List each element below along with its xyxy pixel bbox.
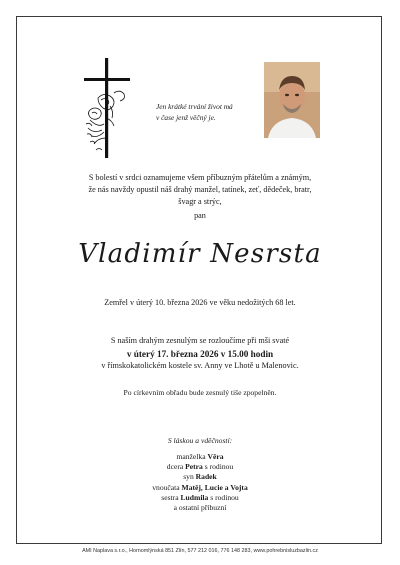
farewell-place: v římskokatolickém kostele sv. Anny ve Lhotě u Malenovic. [101,361,299,370]
death-notice: Zemřel v úterý 10. března 2026 ve věku nedožitých 68 let. [104,298,296,307]
intro-line: že nás navždy opustil náš drahý manžel, tatínek, zeť, dědeček, bratr, [88,185,312,194]
family-member: a ostatní příbuzní [173,503,227,513]
honorific: pan [194,211,206,220]
family-member: vnoučata Matěj, Lucie a Vojta [152,482,248,492]
family-member: dcera Petra s rodinou [166,462,234,472]
family-member: manželka Věra [176,452,224,461]
family-list [20,452,380,513]
farewell-datetime: v úterý 17. března 2026 v 15.00 hodin [126,348,274,359]
farewell-line: S naším drahým zesnulým se rozloučíme při mši svaté [110,336,290,345]
motto-line: Jen krátké trvání život má [156,102,233,111]
cross-with-rose-icon [84,58,136,158]
motto-verse [156,101,266,123]
announcement-intro [20,172,380,208]
funeral-service-footer: AMI Naplava s.r.o., Hornomlýnská 851 Zlín, 577 212 016, 776 148 283, www.pohrebnisluzbazlin.cz [82,548,318,554]
intro-line: švagr a strýc, [178,197,222,206]
intro-line: S bolestí v srdci oznamujeme všem příbuzným přátelům a známým, [88,173,312,182]
signoff: S láskou a vděčností: [167,436,233,445]
deceased-name: Vladimír Nesrsta [78,239,322,269]
farewell-ceremony [20,335,380,373]
cremation-note: Po církevním obřadu bude zesnulý tiše zpopelněn. [123,388,277,397]
motto-line: v čase jenž věčný je. [156,113,216,122]
family-member: sestra Ludmila s rodinou [161,492,239,502]
portrait-photo [264,62,320,138]
family-member: syn Radek [183,472,217,482]
